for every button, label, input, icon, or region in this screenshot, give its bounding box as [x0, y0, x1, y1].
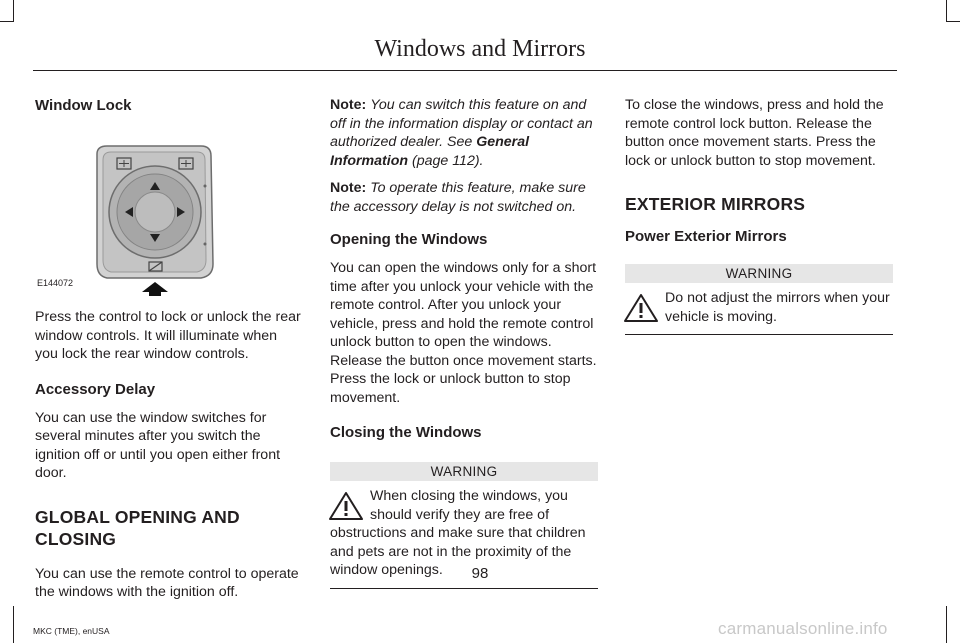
note-accessory-delay [330, 96, 598, 170]
warning-triangle-icon [623, 293, 659, 323]
note-label: Note: [330, 180, 367, 196]
accessory-delay-heading: Accessory Delay [35, 380, 156, 398]
window-lock-control-illustration [35, 126, 303, 296]
note-text: To operate this feature, make sure the accessory delay is not switched on. [330, 180, 586, 215]
warning-text: Do not adjust the mirrors when your vehicle is moving. [665, 290, 890, 325]
global-opening-heading: GLOBAL OPENING AND CLOSING [35, 506, 240, 549]
accessory-delay-paragraph: You can use the window switches for several minutes after you switch the ignition off or until you open either front door. [35, 409, 281, 481]
closing-windows-heading: Closing the Windows [330, 424, 482, 441]
warning-label: WARNING [625, 264, 893, 283]
mirrors-warning-box [625, 264, 893, 335]
column-right [625, 96, 893, 335]
note-page-ref: (page 112). [411, 152, 484, 169]
page-title: Windows and Mirrors [374, 36, 586, 62]
watermark: carmanualsonline.info [718, 619, 888, 638]
global-opening-paragraph: You can use the remote control to operate the windows with the ignition off. [35, 565, 299, 600]
crop-mark [13, 606, 14, 643]
note-accessory-switch [330, 179, 598, 216]
crop-mark [946, 606, 947, 643]
footer-code: MKC (TME), enUSA [33, 626, 110, 636]
opening-windows-paragraph: You can open the windows only for a short time after you unlock your vehicle with the remote control. After you unlock your vehicle, press and hold the remote control unlock button to open the windows. Release the button once movement starts. Press the lock or unlock button to stop movement. [330, 260, 597, 406]
warning-triangle-icon [328, 491, 364, 521]
opening-windows-heading: Opening the Windows [330, 231, 488, 248]
column-middle [330, 96, 598, 589]
power-exterior-mirrors-heading: Power Exterior Mirrors [625, 228, 787, 245]
column-left [35, 96, 303, 602]
general-information-link[interactable]: General Information [330, 134, 530, 169]
page-number: 98 [471, 565, 489, 582]
exterior-mirrors-heading: EXTERIOR MIRRORS [625, 194, 806, 214]
crop-mark [946, 21, 960, 22]
crop-mark [13, 0, 14, 22]
window-lock-heading: Window Lock [35, 97, 132, 114]
window-lock-figure [35, 126, 303, 296]
window-lock-paragraph: Press the control to lock or unlock the rear window controls. It will illuminate when you lock the rear window controls. [35, 309, 301, 362]
note-label: Note: [330, 97, 367, 113]
crop-mark [946, 0, 947, 22]
closing-windows-paragraph: To close the windows, press and hold the remote control lock button. Release the button once movement starts. Press the lock or unlock button to stop movement. [625, 97, 884, 169]
crop-mark [0, 21, 14, 22]
header-divider [33, 70, 897, 71]
figure-code: E144072 [37, 277, 74, 288]
note-text: You can switch this feature on and off in the information display or contact an authorized dealer. See [330, 97, 593, 150]
warning-text: When closing the windows, you should verify they are free of obstructions and make sure that children and pets are not in the proximity of the window openings. [330, 488, 586, 578]
warning-body [625, 283, 893, 335]
warning-label: WARNING [330, 462, 598, 481]
